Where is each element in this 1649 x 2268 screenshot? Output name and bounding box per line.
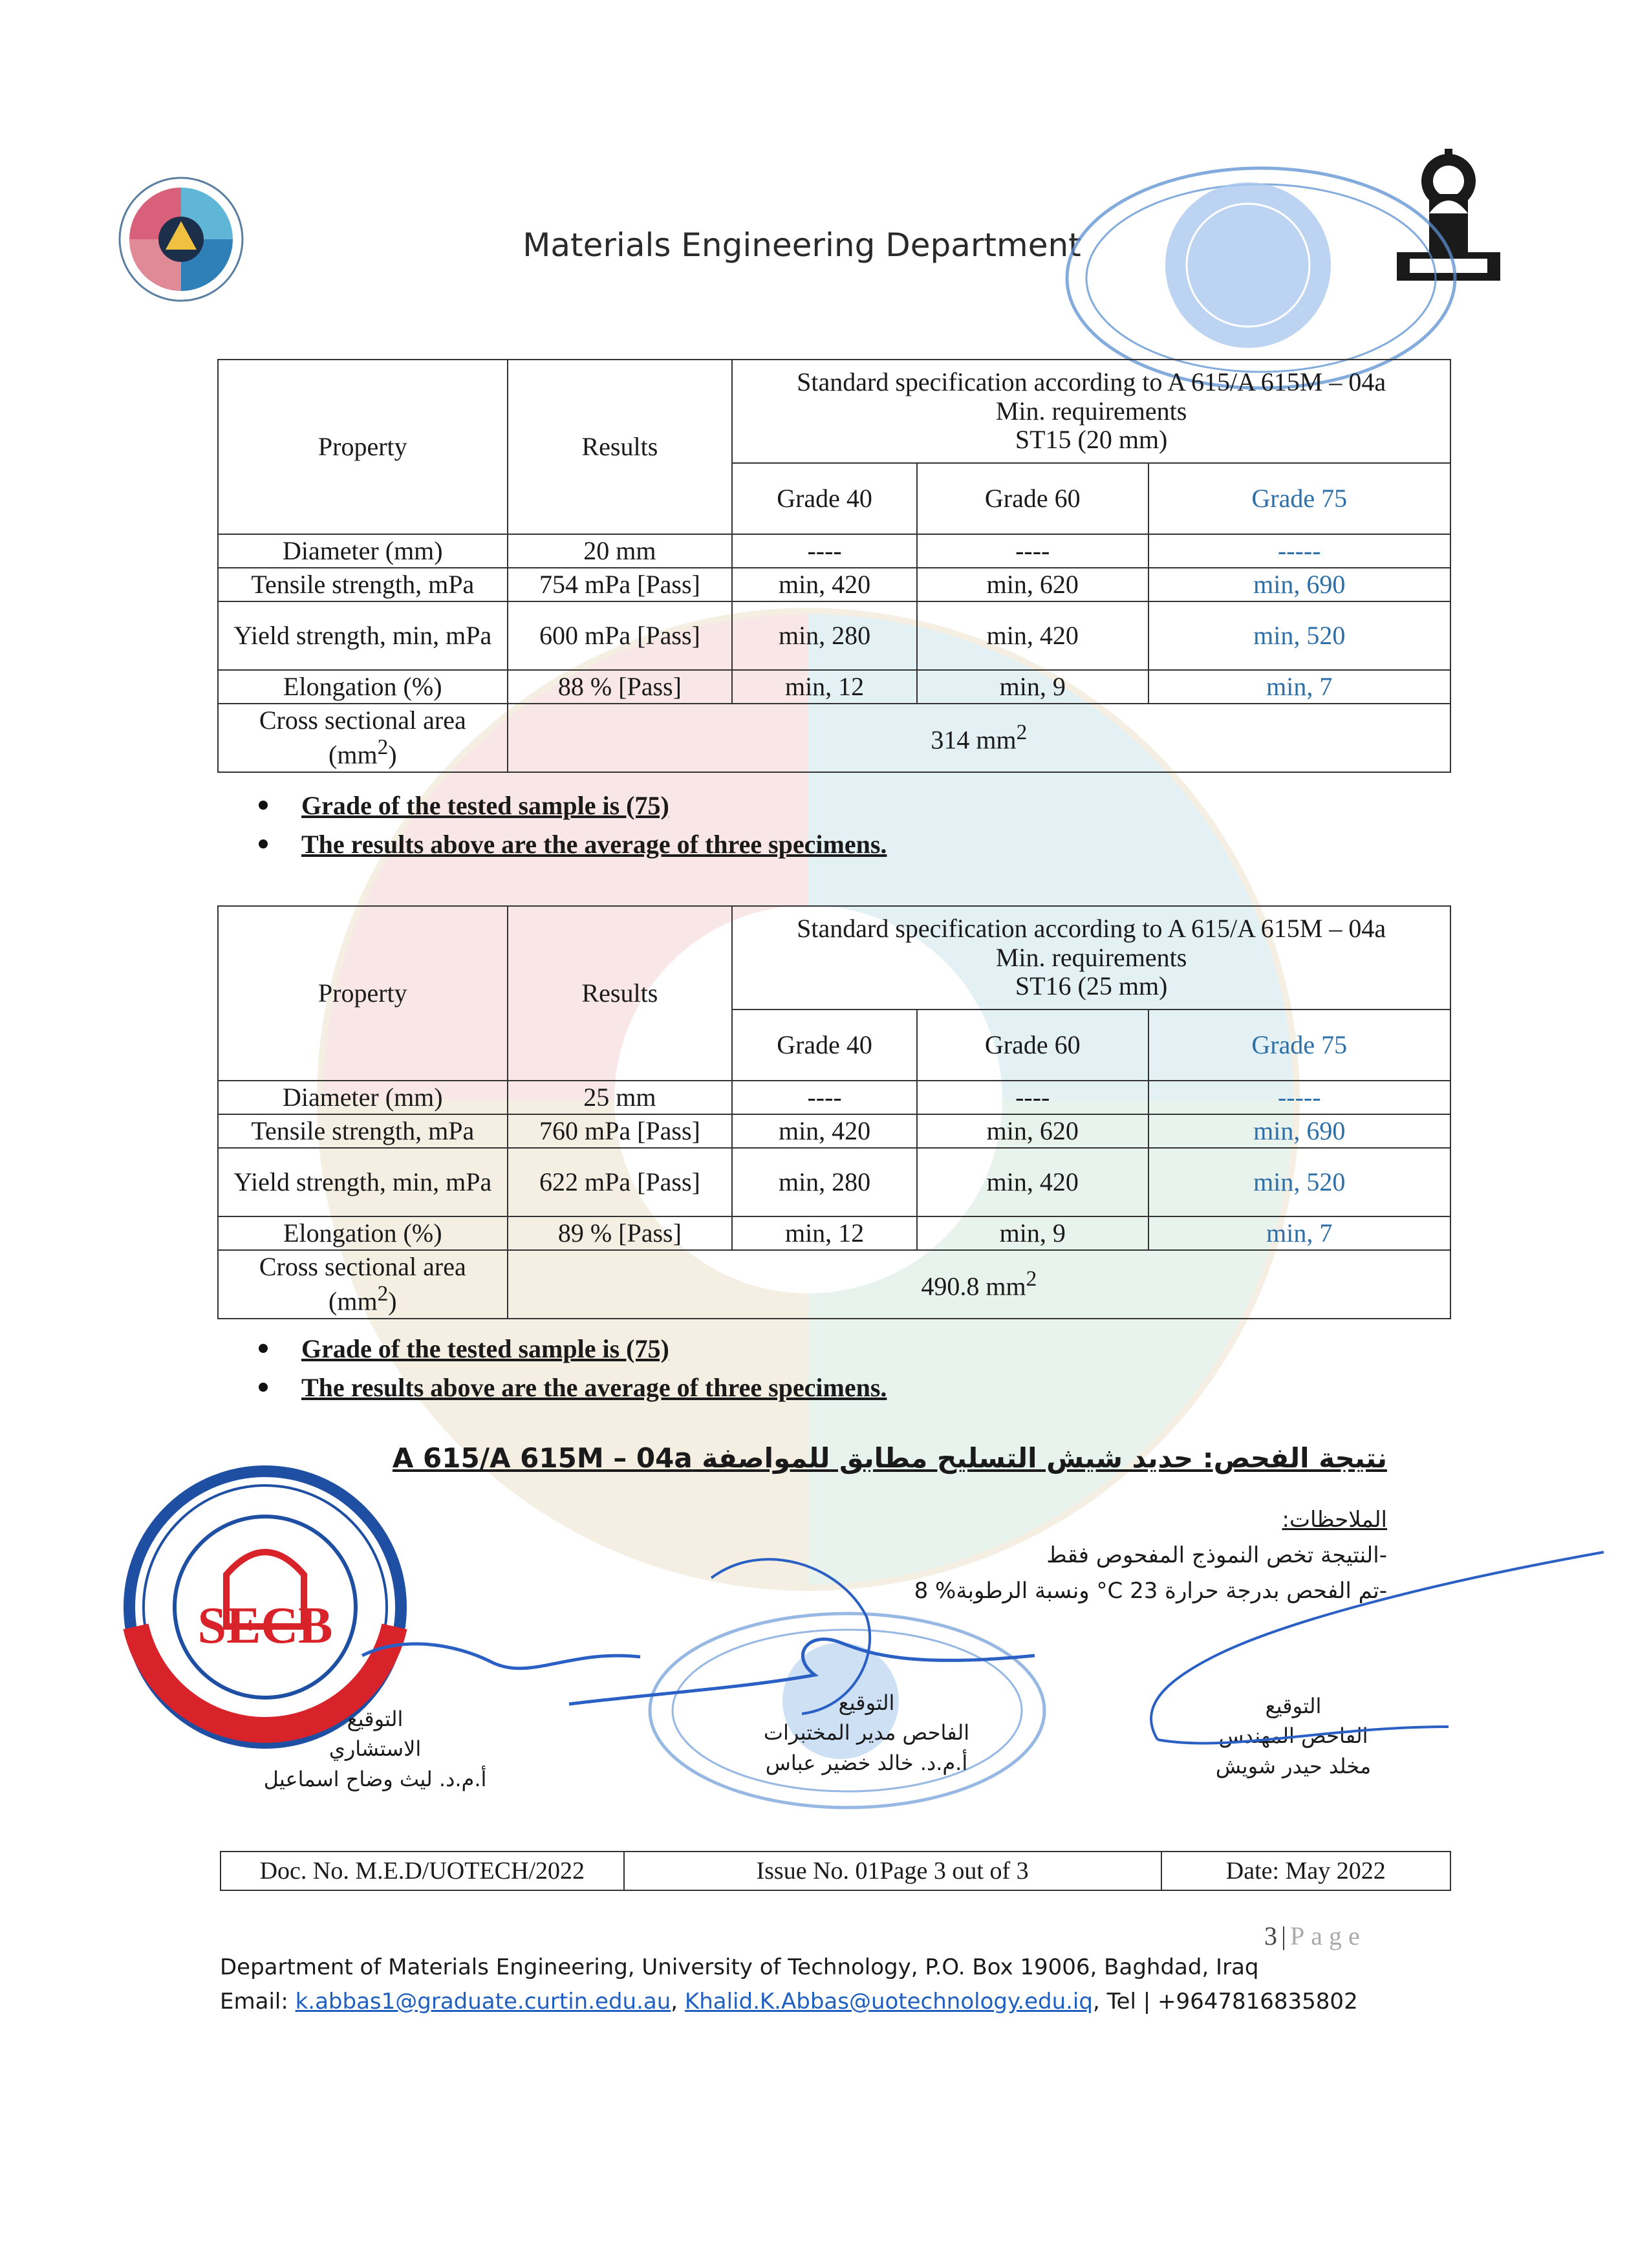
- document-control-table: [220, 1851, 1451, 1891]
- email-label: Email:: [220, 1989, 296, 2014]
- spec-line: Min. requirements: [995, 942, 1187, 972]
- table-row: [218, 568, 1450, 601]
- grade-75-cell: -----: [1148, 1081, 1450, 1114]
- table-row: [218, 704, 1450, 772]
- grade-60-cell: ----: [917, 1081, 1148, 1114]
- property-cell: Tensile strength, mPa: [218, 1114, 508, 1148]
- header-standard-spec: [732, 906, 1450, 1010]
- issue-number: Issue No. 01Page 3 out of 3: [624, 1852, 1161, 1890]
- spec-line: Standard specification according to A 615/A 615M – 04a: [797, 913, 1386, 943]
- table-row: [218, 1081, 1450, 1114]
- area-value-sup: 2: [1026, 1267, 1037, 1291]
- signature-engineer: [1183, 1691, 1403, 1781]
- seal-abbrev: SECB: [197, 1597, 333, 1654]
- area-label-c: ): [388, 740, 397, 770]
- list-item: [259, 1329, 887, 1368]
- result-cell: 20 mm: [508, 534, 733, 568]
- header-grade-60: Grade 60: [917, 463, 1148, 534]
- specification-table-st15: [217, 359, 1451, 773]
- property-cell: Yield strength, min, mPa: [218, 601, 508, 670]
- grade-75-cell: min, 520: [1148, 1148, 1450, 1216]
- cross-section-label: [218, 1250, 508, 1319]
- result-cell: 89 % [Pass]: [508, 1216, 733, 1250]
- bullet-icon: [259, 1383, 268, 1392]
- property-cell: Diameter (mm): [218, 534, 508, 568]
- result-cell: 600 mPa [Pass]: [508, 601, 733, 670]
- header-property: Property: [218, 360, 508, 534]
- document-date: Date: May 2022: [1161, 1852, 1450, 1890]
- email-link-2[interactable]: Khalid.K.Abbas@uotechnology.edu.iq: [684, 1989, 1093, 2014]
- signature-role: الاستشاري: [329, 1736, 422, 1762]
- header-property: Property: [218, 906, 508, 1081]
- email-link-1[interactable]: k.abbas1@graduate.curtin.edu.au: [295, 1989, 671, 2014]
- department-title: Materials Engineering Department: [523, 226, 1081, 264]
- footer-contact: Email: k.abbas1@graduate.curtin.edu.au, Khalid.K.Abbas@uotechnology.edu.iq, Tel | +9647816835802: [220, 1989, 1358, 2014]
- header-standard-spec: [732, 360, 1450, 463]
- signature-role: الفاحص مدير المختبرات: [763, 1720, 970, 1745]
- grade-40-cell: ----: [732, 1081, 917, 1114]
- note-text: Grade of the tested sample is (75): [301, 790, 669, 820]
- table-row: [218, 1148, 1450, 1216]
- note-text: The results above are the average of three specimens.: [301, 829, 887, 859]
- area-label-sup: 2: [377, 1281, 389, 1306]
- signature-label: التوقيع: [1265, 1694, 1322, 1718]
- grade-40-cell: min, 12: [732, 670, 917, 704]
- telephone: , Tel | +9647816835802: [1092, 1989, 1358, 2014]
- notes-list-st16: [259, 1329, 887, 1407]
- signature-consultant: [239, 1704, 511, 1794]
- page-number: 3 | Page: [1264, 1921, 1366, 1950]
- test-verdict: نتيجة الفحص: حديد شيش التسليح مطابق للمواصفة A 615/A 615M – 04a: [392, 1442, 1387, 1474]
- result-cell: 622 mPa [Pass]: [508, 1148, 733, 1216]
- grade-60-cell: min, 9: [917, 670, 1148, 704]
- table-row: [218, 601, 1450, 670]
- page-number-value: 3: [1264, 1921, 1277, 1950]
- grade-60-cell: min, 420: [917, 601, 1148, 670]
- grade-75-cell: min, 7: [1148, 670, 1450, 704]
- note-text: The results above are the average of three specimens.: [301, 1372, 887, 1402]
- result-cell: 25 mm: [508, 1081, 733, 1114]
- specification-table-st16: [217, 905, 1451, 1319]
- table-row: [221, 1852, 1450, 1890]
- signature-name: مخلد حيدر شويش: [1215, 1753, 1372, 1778]
- area-label-a: Cross sectional area: [259, 706, 466, 735]
- grade-75-cell: min, 690: [1148, 568, 1450, 601]
- cross-section-value: [508, 1250, 1450, 1319]
- spec-line: ST15 (20 mm): [1015, 425, 1168, 455]
- signature-label: التوقيع: [347, 1707, 404, 1731]
- bullet-icon: [259, 839, 268, 848]
- cross-section-value: [508, 704, 1450, 772]
- grade-75-cell: min, 520: [1148, 601, 1450, 670]
- header-grade-40: Grade 40: [732, 1010, 917, 1081]
- grade-40-cell: min, 420: [732, 568, 917, 601]
- grade-75-cell: min, 690: [1148, 1114, 1450, 1148]
- remarks-title: الملاحظات:: [1282, 1507, 1387, 1533]
- header-grade-40: Grade 40: [732, 463, 917, 534]
- grade-40-cell: min, 420: [732, 1114, 917, 1148]
- area-value: 490.8 mm: [921, 1271, 1026, 1301]
- footer-address: Department of Materials Engineering, University of Technology, P.O. Box 19006, Baghdad, Iraq: [220, 1954, 1259, 1980]
- spec-line: ST16 (25 mm): [1015, 971, 1168, 1001]
- signature-label: التوقيع: [838, 1690, 895, 1715]
- property-cell: Elongation (%): [218, 670, 508, 704]
- header-results: Results: [508, 360, 733, 534]
- property-cell: Elongation (%): [218, 1216, 508, 1250]
- page-word: Page: [1290, 1921, 1366, 1950]
- area-label-b: (mm: [329, 1286, 378, 1316]
- table-row: [218, 1250, 1450, 1319]
- area-value: 314 mm: [931, 725, 1017, 755]
- header-grade-75: Grade 75: [1148, 463, 1450, 534]
- grade-60-cell: min, 9: [917, 1216, 1148, 1250]
- property-cell: Tensile strength, mPa: [218, 568, 508, 601]
- grade-40-cell: min, 280: [732, 601, 917, 670]
- remark-item: -تم الفحص بدرجة حرارة 23 C° ونسبة الرطوبة% 8: [914, 1578, 1387, 1604]
- grade-40-cell: min, 12: [732, 1216, 917, 1250]
- header-results: Results: [508, 906, 733, 1081]
- notes-list-st15: [259, 786, 887, 863]
- grade-40-cell: ----: [732, 534, 917, 568]
- area-label-b: (mm: [329, 740, 378, 770]
- table-row: [218, 1216, 1450, 1250]
- grade-60-cell: min, 420: [917, 1148, 1148, 1216]
- remark-item: -النتيجة تخص النموذج المفحوص فقط: [1046, 1542, 1387, 1568]
- grade-75-cell: -----: [1148, 534, 1450, 568]
- grade-60-cell: min, 620: [917, 568, 1148, 601]
- result-cell: 88 % [Pass]: [508, 670, 733, 704]
- doc-number: Doc. No. M.E.D/UOTECH/2022: [221, 1852, 624, 1890]
- list-item: [259, 825, 887, 863]
- signature-role: الفاحص المهندس: [1218, 1723, 1368, 1749]
- list-item: [259, 1368, 887, 1407]
- grade-40-cell: min, 280: [732, 1148, 917, 1216]
- area-label-c: ): [388, 1286, 397, 1316]
- spec-line: Min. requirements: [995, 396, 1187, 426]
- signature-lab-manager: [698, 1688, 1035, 1778]
- spec-line: Standard specification according to A 615/A 615M – 04a: [797, 367, 1386, 396]
- area-value-sup: 2: [1016, 720, 1028, 745]
- area-label-sup: 2: [377, 735, 389, 759]
- property-cell: Diameter (mm): [218, 1081, 508, 1114]
- property-cell: Yield strength, min, mPa: [218, 1148, 508, 1216]
- header-grade-60: Grade 60: [917, 1010, 1148, 1081]
- signature-name: أ.م.د. خالد خضير عباس: [765, 1750, 968, 1775]
- header-grade-75: Grade 75: [1148, 1010, 1450, 1081]
- table-row: [218, 534, 1450, 568]
- note-text: Grade of the tested sample is (75): [301, 1334, 669, 1363]
- result-cell: 760 mPa [Pass]: [508, 1114, 733, 1148]
- bullet-icon: [259, 1344, 268, 1353]
- grade-60-cell: ----: [917, 534, 1148, 568]
- signature-name: أ.م.د. ليث وضاح اسماعيل: [263, 1766, 487, 1791]
- grade-75-cell: min, 7: [1148, 1216, 1450, 1250]
- result-cell: 754 mPa [Pass]: [508, 568, 733, 601]
- cross-section-label: [218, 704, 508, 772]
- table-row: [218, 670, 1450, 704]
- grade-60-cell: min, 620: [917, 1114, 1148, 1148]
- bullet-icon: [259, 801, 268, 810]
- list-item: [259, 786, 887, 825]
- table-row: [218, 1114, 1450, 1148]
- area-label-a: Cross sectional area: [259, 1252, 466, 1282]
